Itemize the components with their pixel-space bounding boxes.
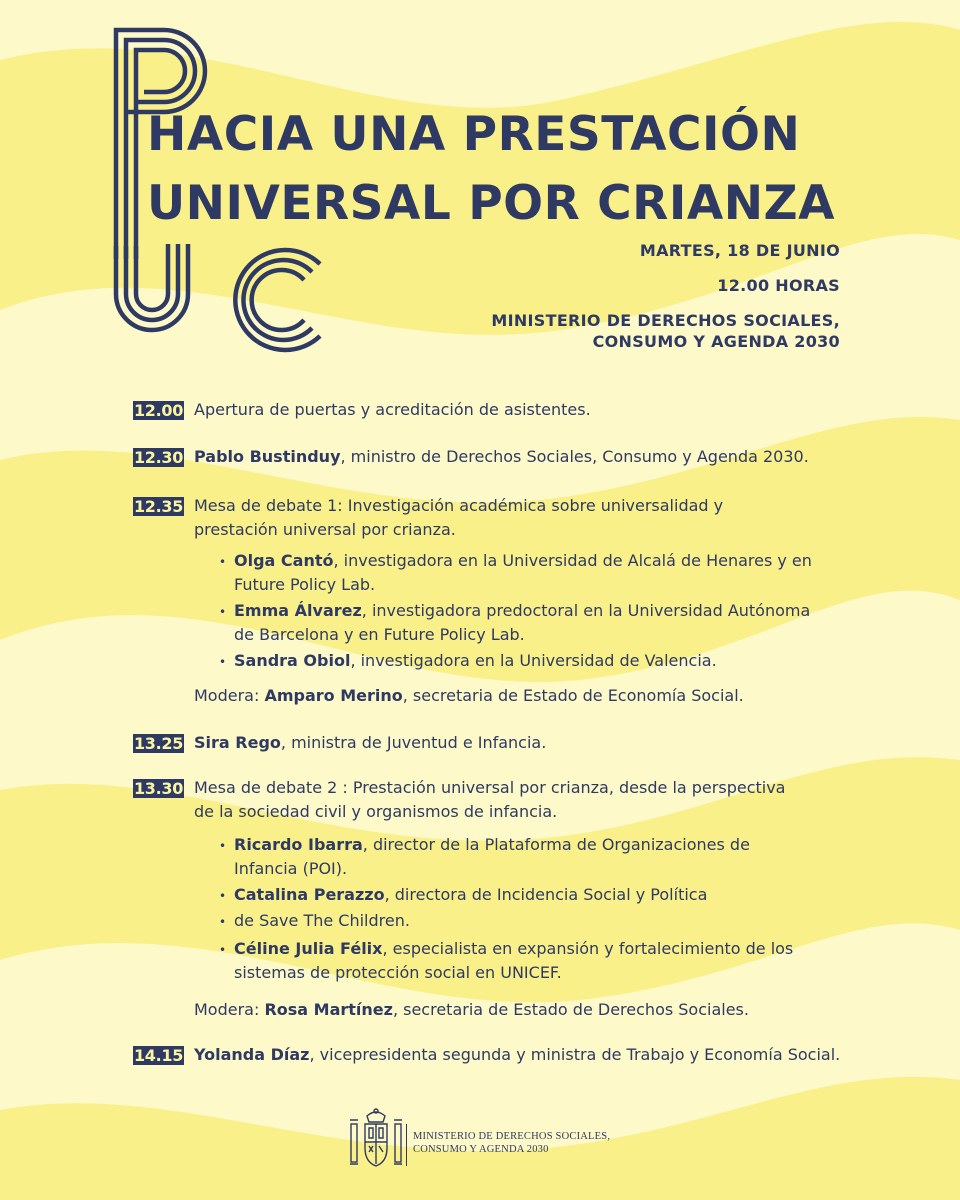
speaker-item bbox=[234, 549, 812, 573]
speaker-role: , ministro de Derechos Sociales, Consumo y Agenda 2030. bbox=[340, 447, 809, 466]
event-time: 12.00 HORAS bbox=[717, 276, 840, 295]
moderator-name: Amparo Merino bbox=[264, 686, 403, 705]
time-badge: 12.30 bbox=[133, 448, 184, 467]
time-badge: 12.35 bbox=[133, 497, 184, 516]
speaker-role-line-2: Infancia (POI). bbox=[234, 859, 348, 878]
speaker-item bbox=[234, 599, 810, 623]
speaker-role-line-2: Future Policy Lab. bbox=[234, 575, 376, 594]
speaker-name: Olga Cantó bbox=[234, 551, 334, 570]
speaker-item bbox=[234, 909, 410, 933]
moderator-label: Modera: bbox=[194, 686, 265, 705]
speaker-name: Sira Rego bbox=[194, 733, 281, 752]
speaker-name: Yolanda Díaz bbox=[194, 1045, 310, 1064]
bullet-icon: • bbox=[219, 655, 227, 669]
moderator-line bbox=[194, 998, 749, 1022]
panel-title-line-1: Mesa de debate 2 : Prestación universal por crianza, desde la perspectiva bbox=[194, 778, 786, 797]
speaker-item bbox=[234, 883, 707, 907]
event-venue-line-1: MINISTERIO DE DERECHOS SOCIALES, bbox=[491, 311, 840, 330]
speaker-item bbox=[234, 937, 793, 961]
time-badge: 12.00 bbox=[133, 401, 184, 420]
speaker-name: Ricardo Ibarra bbox=[234, 835, 363, 854]
title-line-1: HACIA UNA PRESTACIÓN bbox=[147, 107, 801, 162]
bullet-icon: • bbox=[219, 943, 227, 957]
panel-title-line-1: Mesa de debate 1: Investigación académica sobre universalidad y bbox=[194, 496, 724, 515]
speaker-item bbox=[234, 649, 717, 673]
speaker-name: Emma Álvarez bbox=[234, 601, 362, 620]
bullet-icon: • bbox=[219, 889, 227, 903]
speaker-role-line-2: sistemas de protección social en UNICEF. bbox=[234, 963, 562, 982]
speaker-role: , investigadora en la Universidad de Alcalá de Henares y en bbox=[333, 551, 812, 570]
speaker-name: Céline Julia Félix bbox=[234, 939, 383, 958]
speaker-role: , ministra de Juventud e Infancia. bbox=[280, 733, 547, 752]
footer-divider bbox=[406, 1124, 407, 1166]
speaker-role: , director de la Plataforma de Organizaciones de bbox=[362, 835, 750, 854]
time-badge: 13.25 bbox=[133, 734, 184, 753]
speaker-role: , directora de Incidencia Social y Política bbox=[384, 885, 708, 904]
panel-title-line-2: de la sociedad civil y organismos de infancia. bbox=[194, 802, 558, 821]
time-badge: 14.15 bbox=[133, 1046, 184, 1065]
bullet-icon: • bbox=[219, 605, 227, 619]
speaker-role: , especialista en expansión y fortalecimiento de los bbox=[382, 939, 794, 958]
bullet-icon: • bbox=[219, 555, 227, 569]
time-badge: 13.30 bbox=[133, 779, 184, 798]
event-date: MARTES, 18 DE JUNIO bbox=[639, 241, 840, 260]
program-item-text: Apertura de puertas y acreditación de asistentes. bbox=[194, 400, 591, 419]
program-item-text bbox=[194, 445, 809, 469]
footer-line-2: CONSUMO Y AGENDA 2030 bbox=[413, 1144, 549, 1155]
speaker-name: Pablo Bustinduy bbox=[194, 447, 341, 466]
speaker-role-line-2: de Barcelona y en Future Policy Lab. bbox=[234, 625, 525, 644]
coat-of-arms-icon bbox=[347, 1106, 405, 1172]
moderator-name: Rosa Martínez bbox=[264, 1000, 393, 1019]
moderator-label: Modera: bbox=[194, 1000, 265, 1019]
speaker-role: , investigadora en la Universidad de Valencia. bbox=[350, 651, 717, 670]
moderator-role: , secretaria de Estado de Derechos Sociales. bbox=[392, 1000, 749, 1019]
moderator-role: , secretaria de Estado de Economía Social. bbox=[402, 686, 744, 705]
footer-line-1: MINISTERIO DE DERECHOS SOCIALES, bbox=[413, 1131, 611, 1142]
program-item-text bbox=[194, 731, 546, 755]
program-item-text bbox=[194, 1043, 840, 1067]
bullet-icon: • bbox=[219, 915, 227, 929]
event-venue-line-2: CONSUMO Y AGENDA 2030 bbox=[592, 332, 840, 351]
speaker-role: de Save The Children. bbox=[234, 911, 410, 930]
moderator-line bbox=[194, 684, 744, 708]
bullet-icon: • bbox=[219, 839, 227, 853]
speaker-name: Sandra Obiol bbox=[234, 651, 351, 670]
panel-title-line-2: prestación universal por crianza. bbox=[194, 520, 456, 539]
speaker-name: Catalina Perazzo bbox=[234, 885, 385, 904]
speaker-item bbox=[234, 833, 750, 857]
title-line-2: UNIVERSAL POR CRIANZA bbox=[147, 176, 835, 231]
speaker-role: , vicepresidenta segunda y ministra de Trabajo y Economía Social. bbox=[309, 1045, 841, 1064]
speaker-role: , investigadora predoctoral en la Universidad Autónoma bbox=[361, 601, 811, 620]
